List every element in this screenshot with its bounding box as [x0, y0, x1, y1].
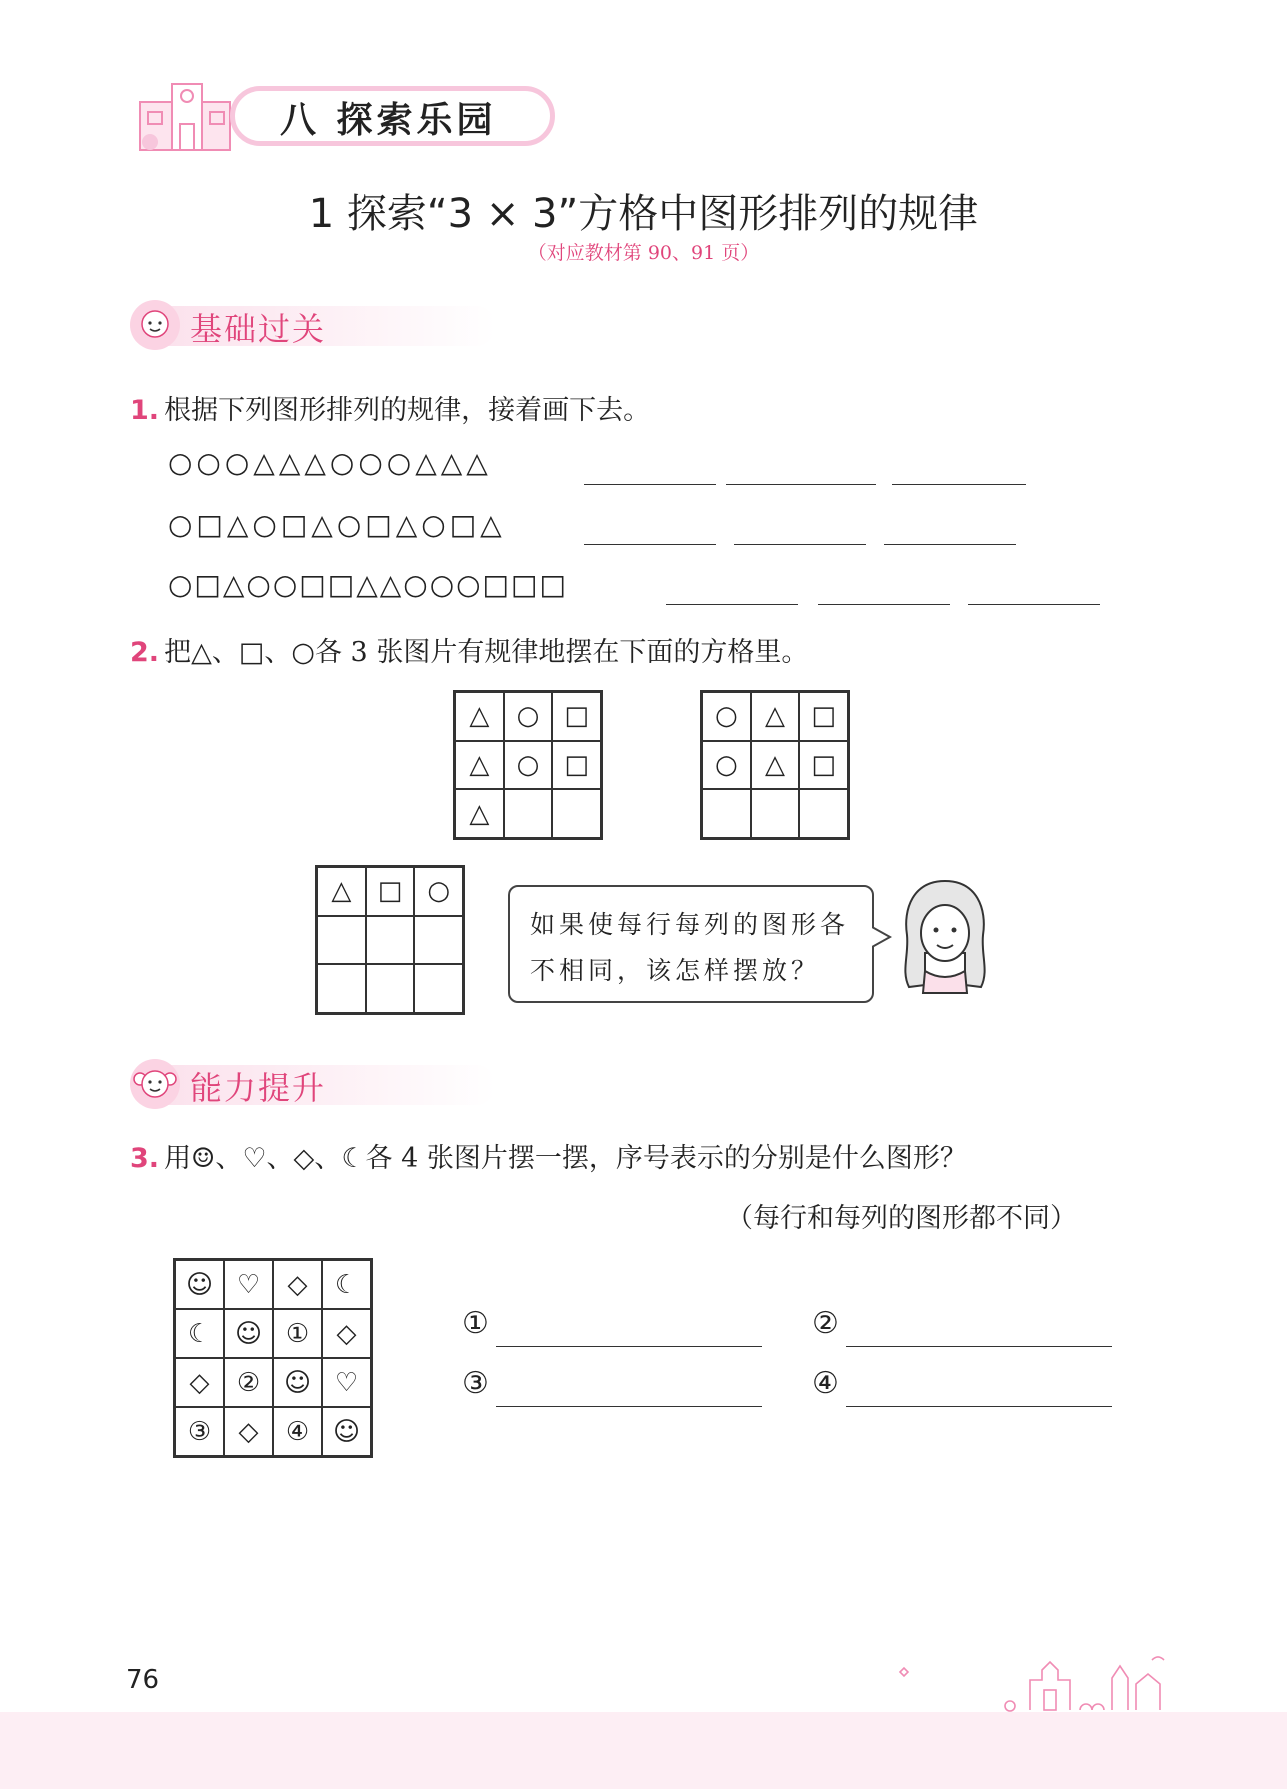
grid-cell[interactable]: ○ [414, 867, 463, 916]
bubble-tail-icon [872, 925, 892, 949]
grid-cell: ☺ [322, 1407, 371, 1456]
grid-cell: ◇ [322, 1309, 371, 1358]
grid-cell[interactable] [414, 916, 463, 965]
grid-cell[interactable] [317, 916, 366, 965]
grid-cell[interactable] [552, 789, 601, 838]
answer-blank-2[interactable] [846, 1346, 1112, 1347]
answer-label-1: ① [462, 1306, 489, 1341]
bubble-line-1: 如果使每行每列的图形各 [530, 910, 850, 939]
section-header-basic [128, 296, 508, 352]
question-number: 3. [130, 1143, 160, 1174]
unit-header [130, 72, 560, 156]
grid-cell: ♡ [322, 1358, 371, 1407]
section-label-advanced: 能力提升 [190, 1069, 327, 1107]
answer-blank[interactable] [968, 604, 1100, 605]
answer-blank[interactable] [584, 544, 716, 545]
question-note: （每行和每列的图形都不同） [726, 1203, 1077, 1234]
girl-character-icon [895, 875, 995, 995]
grid-cell[interactable]: □ [799, 692, 848, 741]
grid-cell[interactable] [366, 916, 415, 965]
speech-bubble [508, 885, 874, 1003]
section-label-basic: 基础过关 [190, 310, 327, 348]
shape-grid-3 [315, 865, 465, 1015]
lesson-subtitle: （对应教材第 90、91 页） [527, 242, 760, 264]
grid-cell: ◇ [175, 1358, 224, 1407]
grid-cell: ☺ [175, 1260, 224, 1309]
grid-cell[interactable]: □ [552, 741, 601, 790]
answer-blank[interactable] [734, 544, 866, 545]
question-text: 根据下列图形排列的规律，接着画下去。 [164, 395, 651, 426]
answer-blank[interactable] [726, 484, 876, 485]
grid-cell[interactable]: △ [751, 692, 800, 741]
answer-blank[interactable] [666, 604, 798, 605]
answer-blank[interactable] [884, 544, 1016, 545]
bubble-line-2: 不相同，该怎样摆放？ [530, 956, 821, 985]
question-1 [130, 388, 650, 427]
answer-blank[interactable] [892, 484, 1026, 485]
girl-avatar-icon [128, 298, 184, 352]
grid-cell: ☺ [273, 1358, 322, 1407]
grid-cell: ☾ [175, 1309, 224, 1358]
question-text: 用☺、♡、◇、☾各 4 张图片摆一摆，序号表示的分别是什么图形？ [164, 1143, 967, 1174]
section-header-advanced [128, 1055, 508, 1111]
unit-title: 八 探索乐园 [280, 100, 497, 141]
grid-cell[interactable]: ○ [504, 692, 553, 741]
lesson-title: 1 探索“3 × 3”方格中图形排列的规律 [308, 191, 979, 237]
grid-cell: ② [224, 1358, 273, 1407]
castle-decoration-icon [880, 1650, 1170, 1720]
grid-cell: ◇ [273, 1260, 322, 1309]
page-footer-band [0, 1712, 1287, 1789]
grid-cell[interactable]: △ [751, 741, 800, 790]
pattern-row-1: ○○○△△△○○○△△△ [168, 446, 492, 479]
question-number: 1. [130, 395, 160, 426]
answer-label-2: ② [812, 1306, 839, 1341]
grid-cell[interactable] [702, 789, 751, 838]
grid-cell[interactable] [366, 964, 415, 1013]
grid-cell: ♡ [224, 1260, 273, 1309]
question-2 [130, 630, 808, 669]
grid-cell[interactable]: □ [366, 867, 415, 916]
grid-cell: ③ [175, 1407, 224, 1456]
answer-blank-1[interactable] [496, 1346, 762, 1347]
answer-blank[interactable] [818, 604, 950, 605]
grid-cell[interactable]: △ [317, 867, 366, 916]
grid-cell[interactable]: □ [552, 692, 601, 741]
question-text: 把△、□、○各 3 张图片有规律地摆在下面的方格里。 [164, 637, 809, 668]
grid-cell[interactable]: ○ [504, 741, 553, 790]
grid-cell: ④ [273, 1407, 322, 1456]
grid-cell: ① [273, 1309, 322, 1358]
answer-blank-3[interactable] [496, 1406, 762, 1407]
answer-label-3: ③ [462, 1366, 489, 1401]
grid-cell: ☺ [224, 1309, 273, 1358]
pattern-row-3: ○□△○○□□△△○○○□□□ [168, 568, 568, 601]
grid-cell[interactable]: ○ [702, 692, 751, 741]
question-number: 2. [130, 637, 160, 668]
answer-blank[interactable] [584, 484, 716, 485]
question-3 [130, 1136, 967, 1175]
grid-cell[interactable]: △ [455, 741, 504, 790]
grid-cell[interactable]: □ [799, 741, 848, 790]
grid-cell: ◇ [224, 1407, 273, 1456]
grid-cell: ☾ [322, 1260, 371, 1309]
answer-blank-4[interactable] [846, 1406, 1112, 1407]
grid-cell[interactable] [504, 789, 553, 838]
pattern-row-2: ○□△○□△○□△○□△ [168, 508, 506, 541]
monkey-avatar-icon [128, 1057, 184, 1111]
grid-cell[interactable] [317, 964, 366, 1013]
grid-cell[interactable]: ○ [702, 741, 751, 790]
grid-cell[interactable]: △ [455, 789, 504, 838]
grid-cell[interactable] [799, 789, 848, 838]
shape-grid-1 [453, 690, 603, 840]
page-number: 76 [126, 1665, 160, 1695]
grid-cell[interactable] [414, 964, 463, 1013]
shape-grid-2 [700, 690, 850, 840]
grid-cell[interactable]: △ [455, 692, 504, 741]
answer-label-4: ④ [812, 1366, 839, 1401]
symbol-grid [173, 1258, 373, 1458]
grid-cell[interactable] [751, 789, 800, 838]
